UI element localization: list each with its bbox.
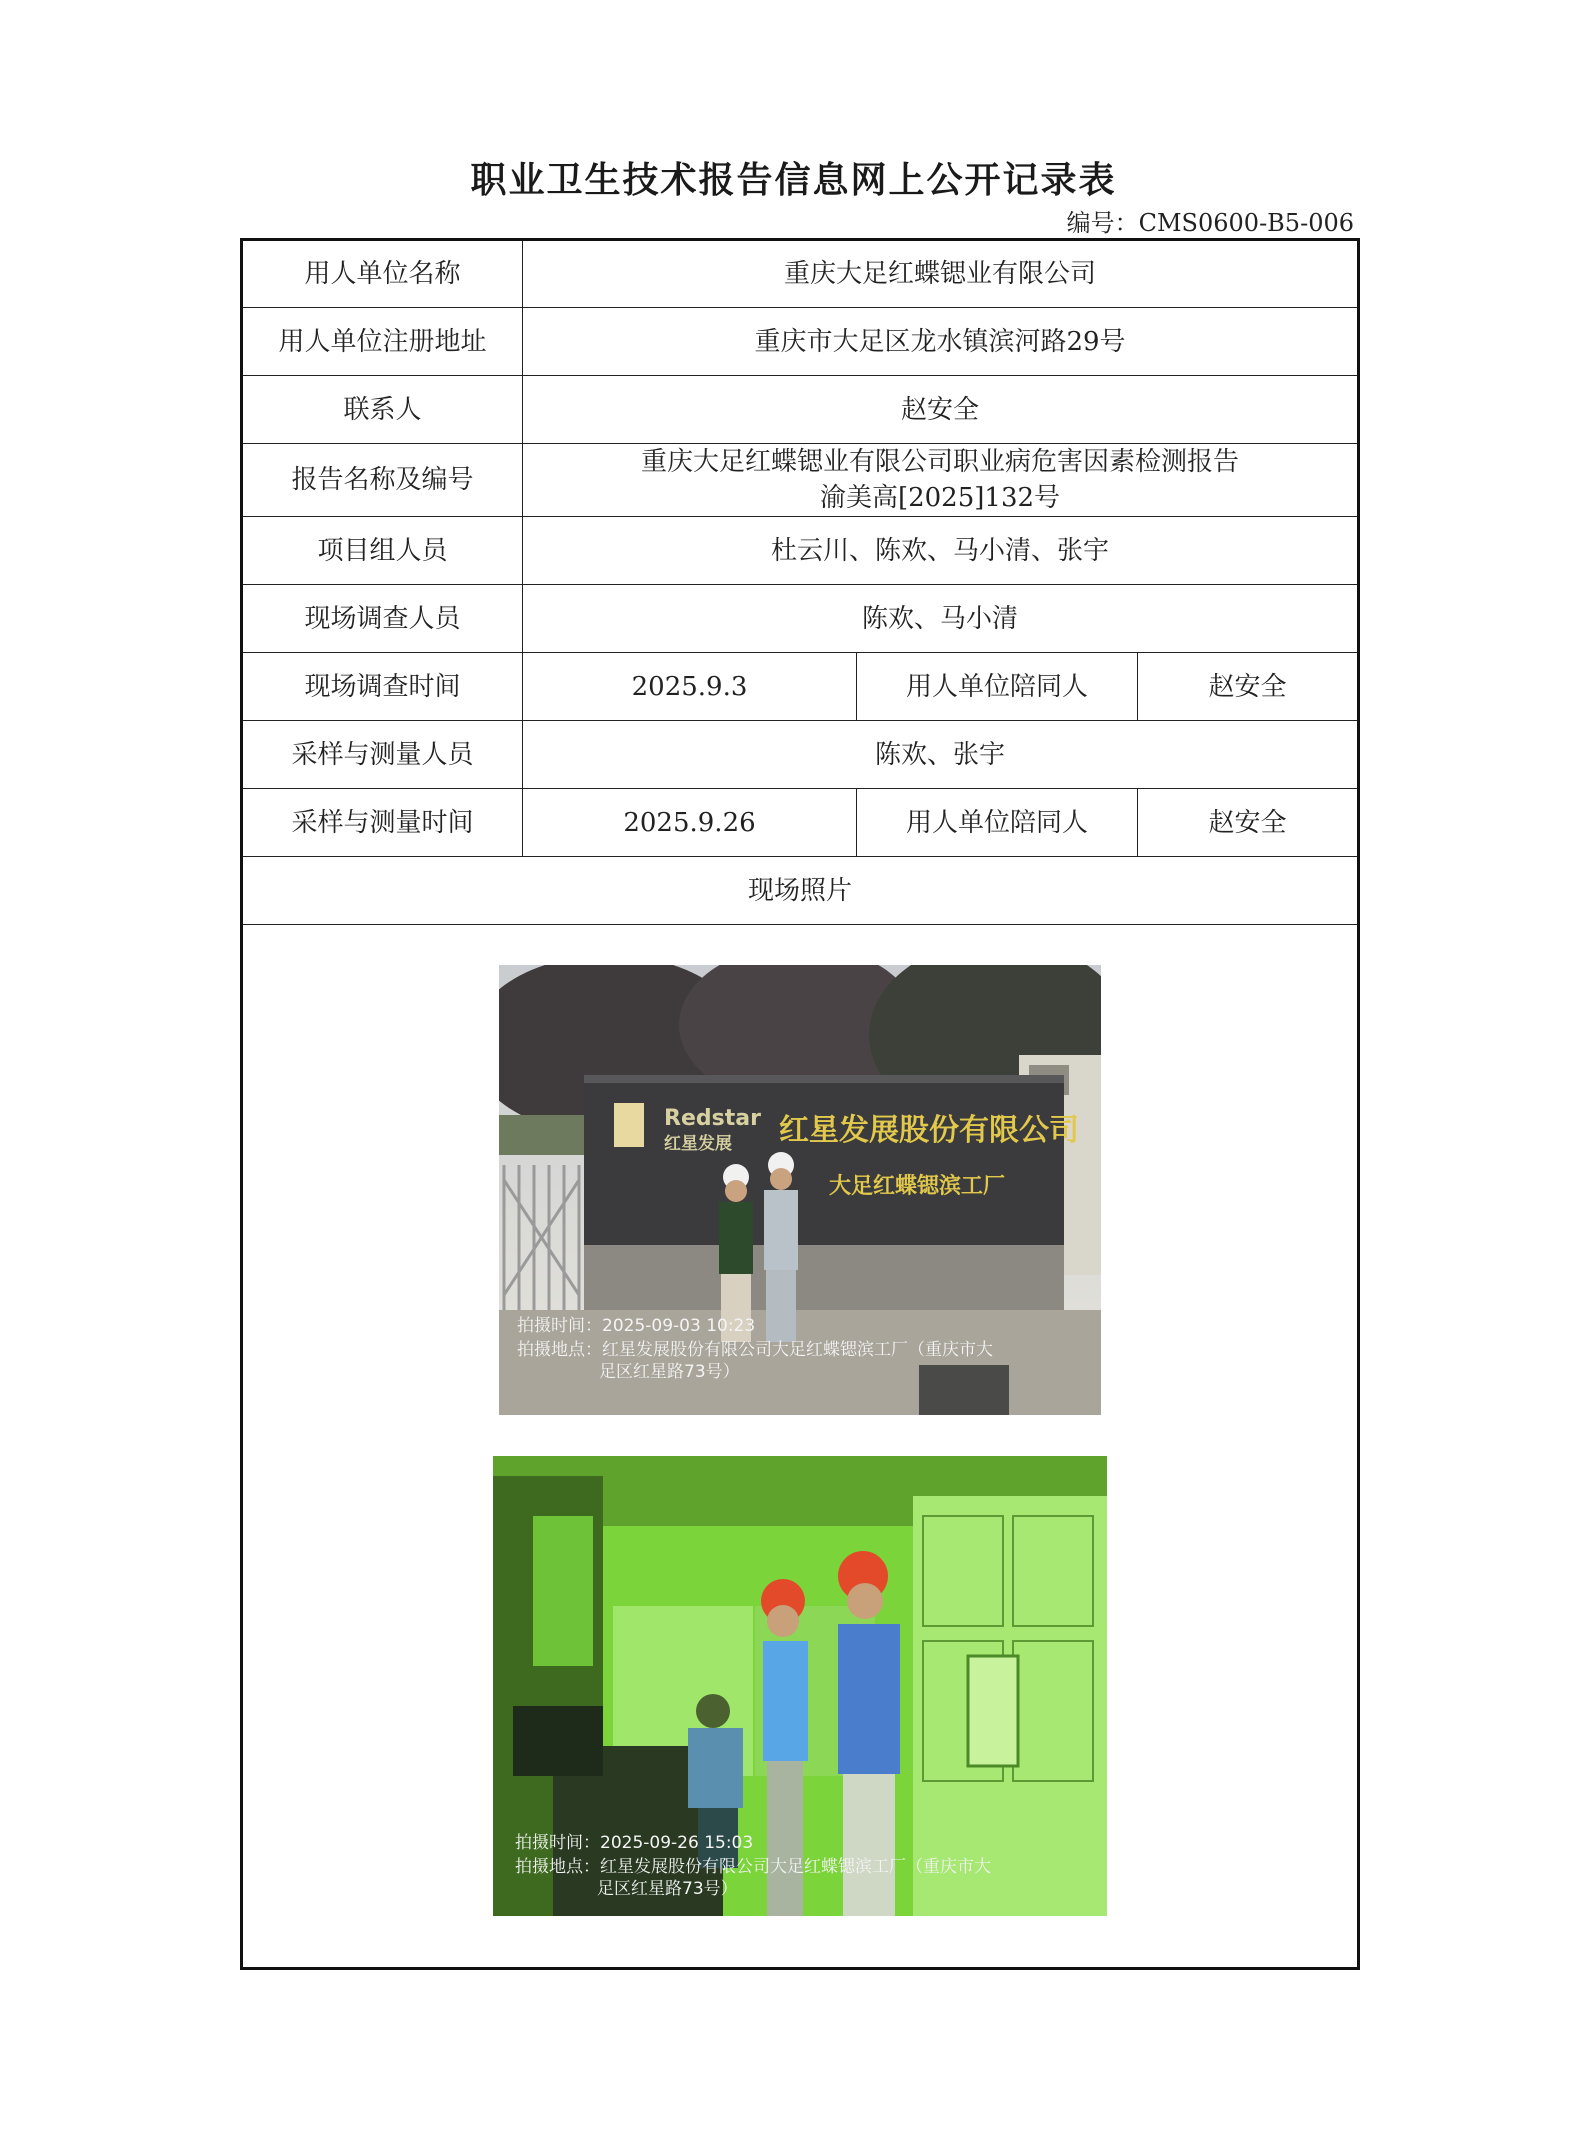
form-title: 职业卫生技术报告信息网上公开记录表 [470, 159, 1117, 201]
photo1-location-stamp-2: 足区红星路73号） [599, 1362, 740, 1382]
value-report [523, 444, 1359, 517]
row-employer-name [242, 240, 1359, 308]
value-employer-name: 重庆大足红蝶锶业有限公司 [523, 240, 1359, 308]
row-survey-time [242, 653, 1359, 721]
value-survey-time: 2025.9.3 [523, 653, 857, 721]
value-sampling-staff: 陈欢、张宇 [523, 721, 1359, 789]
photos-header: 现场照片 [242, 857, 1359, 925]
document-code: 编号：CMS0600-B5-006 [1066, 209, 1354, 237]
value-sampling-time: 2025.9.26 [523, 789, 857, 857]
sign-brand: Redstar [664, 1106, 761, 1131]
sign-brand-cn: 红星发展 [664, 1134, 732, 1154]
photo1-location-stamp: 拍摄地点：红星发展股份有限公司大足红蝶锶滨工厂（重庆市大 [517, 1340, 993, 1360]
label-sampling-escort: 用人单位陪同人 [857, 789, 1138, 857]
label-employer-name: 用人单位名称 [242, 240, 523, 308]
photo2-time-stamp: 拍摄时间：2025-09-26 15:03 [515, 1833, 754, 1853]
site-photo-control-room [493, 1456, 1107, 1916]
site-photo-gate [499, 965, 1101, 1415]
row-photos [242, 925, 1359, 1969]
label-address: 用人单位注册地址 [242, 308, 523, 376]
photo1-time-stamp: 拍摄时间：2025-09-03 10:23 [517, 1316, 756, 1336]
label-survey-time: 现场调查时间 [242, 653, 523, 721]
label-team: 项目组人员 [242, 517, 523, 585]
photos-cell [242, 925, 1359, 1969]
row-address [242, 308, 1359, 376]
row-contact [242, 376, 1359, 444]
label-contact: 联系人 [242, 376, 523, 444]
value-team: 杜云川、陈欢、马小清、张宇 [523, 517, 1359, 585]
photo2-location-stamp: 拍摄地点：红星发展股份有限公司大足红蝶锶滨工厂（重庆市大 [515, 1857, 991, 1877]
value-contact: 赵安全 [523, 376, 1359, 444]
value-survey-escort: 赵安全 [1138, 653, 1359, 721]
label-report: 报告名称及编号 [242, 444, 523, 517]
record-table [240, 238, 1360, 1970]
row-report [242, 444, 1359, 517]
sign-sub: 大足红蝶锶滨工厂 [829, 1174, 1006, 1199]
row-sampling-time [242, 789, 1359, 857]
photo2-location-stamp-2: 足区红星路73号） [597, 1879, 738, 1899]
sign-main: 红星发展股份有限公司 [779, 1113, 1079, 1148]
value-sampling-escort: 赵安全 [1138, 789, 1359, 857]
label-sampling-time: 采样与测量时间 [242, 789, 523, 857]
label-survey-staff: 现场调查人员 [242, 585, 523, 653]
value-survey-staff: 陈欢、马小清 [523, 585, 1359, 653]
row-photos-header [242, 857, 1359, 925]
row-sampling-staff [242, 721, 1359, 789]
row-team [242, 517, 1359, 585]
row-survey-staff [242, 585, 1359, 653]
label-survey-escort: 用人单位陪同人 [857, 653, 1138, 721]
label-sampling-staff: 采样与测量人员 [242, 721, 523, 789]
value-address: 重庆市大足区龙水镇滨河路29号 [523, 308, 1359, 376]
report-name: 重庆大足红蝶锶业有限公司职业病危害因素检测报告 [640, 447, 1239, 477]
report-number: 渝美高[2025]132号 [819, 483, 1061, 513]
